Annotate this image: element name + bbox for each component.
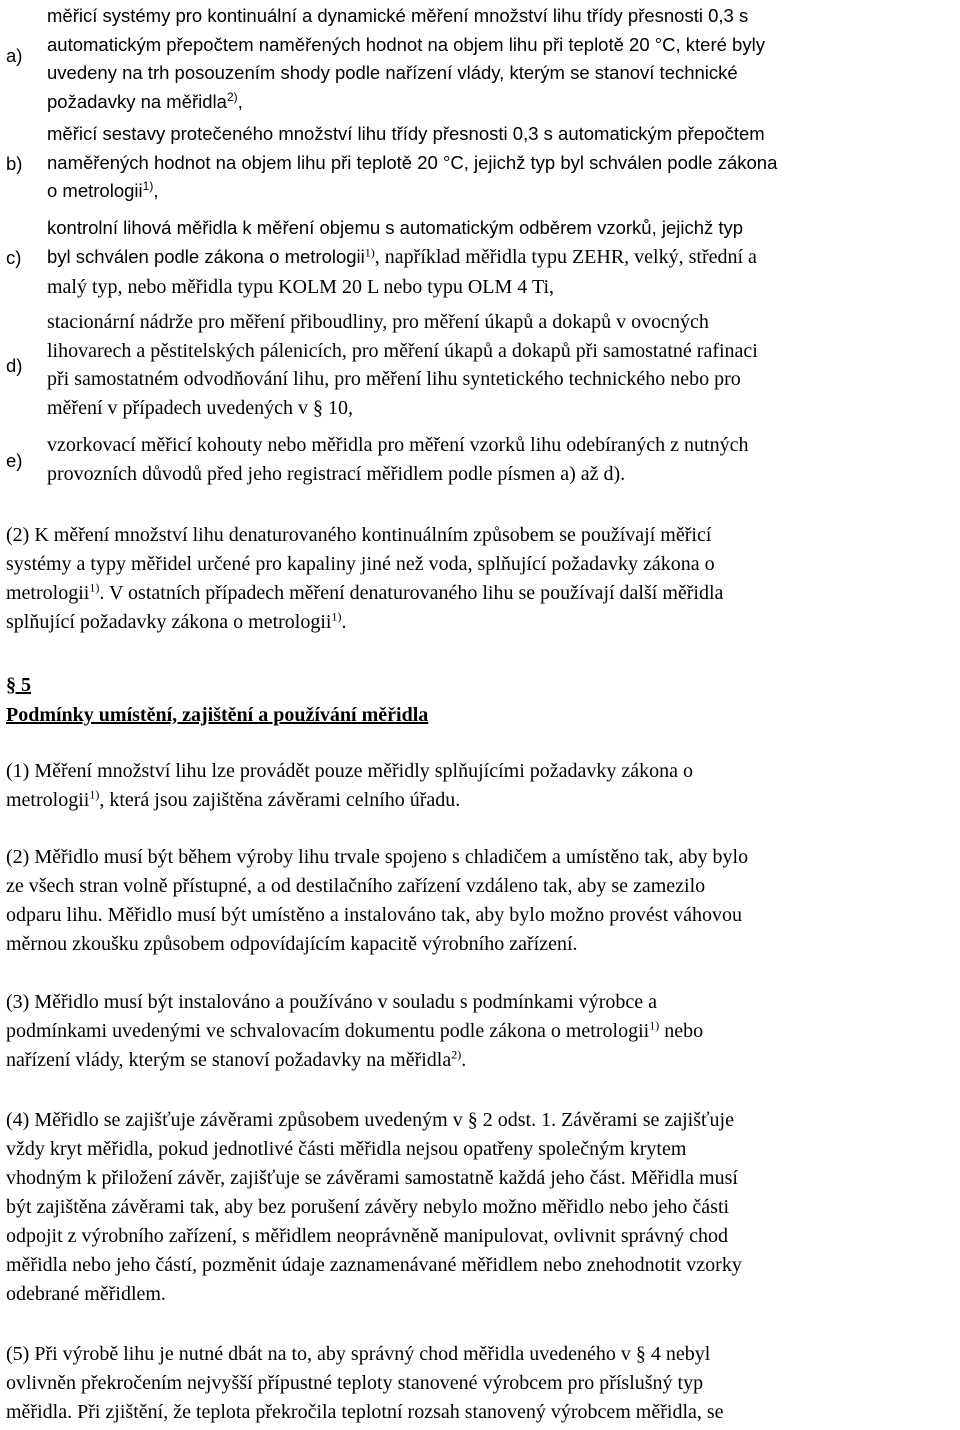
text-line: naměřených hodnot na objem lihu při teplotě 20 °C, jejichž typ byl schválen podle zákona: [47, 151, 778, 173]
text-line: (1) Měření množství lihu lze provádět pouze měřidly splňujícími požadavky zákona o: [6, 760, 694, 782]
text-line: při samostatném odvodňování lihu, pro měření lihu syntetického technického nebo pro: [47, 368, 741, 390]
section-title-text: Podmínky umístění, zajištění a používání měřidla: [6, 704, 429, 726]
text-fragment: . V ostatních případech měření denaturovaného lihu se používají další měřidla: [99, 582, 724, 604]
footnote-ref: 1): [89, 580, 100, 595]
paragraph-4: [6, 1106, 956, 1309]
text-fragment: ,: [237, 90, 243, 112]
text-line: měrnou zkoušku způsobem odpovídajícím kapacitě výrobního zařízení.: [6, 933, 578, 955]
text-fragment: .: [461, 1049, 467, 1071]
list-body-d: [47, 308, 957, 422]
section-number: [6, 671, 31, 700]
text-line: [6, 608, 956, 637]
text-line: malý typ, nebo měřidla typu KOLM 20 L nebo typu OLM 4 Ti,: [47, 276, 555, 298]
paragraph-5: [6, 1340, 956, 1427]
list-body-c: [47, 214, 957, 302]
text-line: odpojit z výrobního zařízení, s měřidlem neoprávněně manipulovat, ovlivnit správný chod: [6, 1225, 729, 1247]
text-line: [47, 88, 957, 117]
paragraph-3: [6, 988, 956, 1075]
text-line: (2) K měření množství lihu denaturovaného kontinuálním způsobem se používají měřicí: [6, 524, 712, 546]
text-fragment: metrologii: [6, 582, 90, 604]
text-line: měření v případech uvedených v § 10,: [47, 396, 354, 419]
text-fragment: , která jsou zajištěna závěrami celního úřadu.: [99, 789, 461, 811]
text-line: odebrané měřidlem.: [6, 1283, 166, 1305]
text-fragment: podmínkami uvedenými ve schvalovacím dokumentu podle zákona o metrologii: [6, 1020, 650, 1042]
paragraph-2: [6, 843, 956, 959]
text-fragment: splňující požadavky zákona o metrologii: [6, 611, 332, 633]
text-line: ovlivněn překročením nejvyšší přípustné teploty stanovené výrobcem pro příslušný typ: [6, 1372, 704, 1394]
text-fragment: nebo: [659, 1020, 704, 1042]
text-line: lihovarech a pěstitelských pálenicích, pro měření úkapů a dokapů při samostatné rafinaci: [47, 339, 758, 362]
text-line: (5) Při výrobě lihu je nutné dbát na to, aby správný chod měřidla uvedeného v § 4 nebyl: [6, 1343, 711, 1365]
text-line: měřidla. Při zjištění, že teplota překročila teplotní rozsah stanovený výrobcem měřidla, se: [6, 1401, 724, 1423]
text-fragment: byl schválen podle zákona o metrologii: [47, 245, 365, 267]
text-line: uvedeny na trh posouzením shody podle nařízení vlády, kterým se stanoví technické: [47, 62, 738, 83]
text-line: [6, 786, 956, 815]
text-line: být zajištěna závěrami tak, aby bez porušení závěry nebylo možno měřidlo nebo jeho části: [6, 1196, 730, 1218]
text-line: [47, 177, 957, 206]
section-title: [6, 701, 428, 730]
text-line: [6, 1017, 956, 1046]
footnote-ref: 1): [142, 178, 154, 193]
text-line: [47, 243, 957, 274]
paragraph-1: [6, 757, 956, 815]
list-body-b: [47, 120, 957, 206]
section-number-text: § 5: [6, 674, 31, 696]
list-label-c: c): [6, 247, 22, 268]
text-line: automatickým přepočtem naměřených hodnot na objem lihu při teplotě 20 °C, které byly: [47, 33, 765, 55]
text-line: (2) Měřidlo musí být během výroby lihu trvale spojeno s chladičem a umístěno tak, aby bylo: [6, 846, 749, 868]
text-fragment: nařízení vlády, kterým se stanoví požadavky na měřidla: [6, 1049, 452, 1071]
list-label-b: b): [6, 153, 23, 174]
text-line: systémy a typy měřidel určené pro kapaliny jiné než voda, splňující požadavky zákona o: [6, 553, 715, 575]
text-fragment: , například měřidla typu ZEHR, velký, střední a: [374, 245, 757, 268]
text-line: měřidla nebo jeho částí, pozměnit údaje zaznamenávané měřidlem nebo znehodnotit vzorky: [6, 1254, 742, 1276]
text-line: vhodným k přiložení závěr, zajišťuje se závěrami samostatně každá jeho část. Měřidla musí: [6, 1167, 738, 1189]
text-fragment: ,: [153, 180, 159, 201]
text-fragment: požadavky na měřidla: [47, 90, 227, 112]
footnote-ref: 1): [89, 787, 100, 802]
footnote-ref: 2): [226, 89, 238, 104]
text-line: (3) Měřidlo musí být instalováno a používáno v souladu s podmínkami výrobce a: [6, 991, 657, 1013]
list-body-e: [47, 431, 957, 488]
text-line: provozních důvodů před jeho registrací měřidlem podle písmen a) až d).: [47, 462, 626, 485]
text-line: [6, 579, 956, 608]
footnote-ref: 1): [364, 245, 375, 260]
text-line: ze všech stran volně přístupné, a od destilačního zařízení vzdáleno tak, aby se zamezilo: [6, 875, 706, 897]
text-line: měřicí sestavy protečeného množství lihu třídy přesnosti 0,3 s automatickým přepočtem: [47, 123, 765, 144]
footnote-ref: 2): [451, 1047, 462, 1062]
paragraph-denatured: [6, 521, 956, 637]
footnote-ref: 1): [331, 609, 342, 624]
text-line: kontrolní lihová měřidla k měření objemu s automatickým odběrem vzorků, jejichž typ: [47, 217, 744, 238]
text-line: (4) Měřidlo se zajišťuje závěrami způsobem uvedeným v § 2 odst. 1. Závěrami se zajišťuje: [6, 1109, 734, 1131]
list-label-e: e): [6, 450, 23, 471]
text-fragment: .: [341, 611, 347, 633]
list-label-a: a): [6, 45, 23, 66]
text-line: [6, 1046, 956, 1075]
list-body-a: [47, 2, 957, 116]
list-label-d: d): [6, 355, 23, 376]
text-fragment: metrologii: [6, 789, 90, 811]
text-line: stacionární nádrže pro měření přiboudliny, pro měření úkapů a dokapů v ovocných: [47, 311, 709, 333]
text-line: odparu lihu. Měřidlo musí být umístěno a instalováno tak, aby bylo možno provést váhovou: [6, 904, 743, 926]
text-line: vzorkovací měřicí kohouty nebo měřidla pro měření vzorků lihu odebíraných z nutných: [47, 434, 749, 456]
footnote-ref: 1): [649, 1018, 660, 1033]
text-line: měřicí systémy pro kontinuální a dynamické měření množství lihu třídy přesnosti 0,3 s: [47, 5, 749, 26]
text-line: vždy kryt měřidla, pokud jednotlivé části měřidla nejsou opatřeny společným krytem: [6, 1138, 687, 1160]
text-fragment: o metrologii: [47, 180, 143, 201]
